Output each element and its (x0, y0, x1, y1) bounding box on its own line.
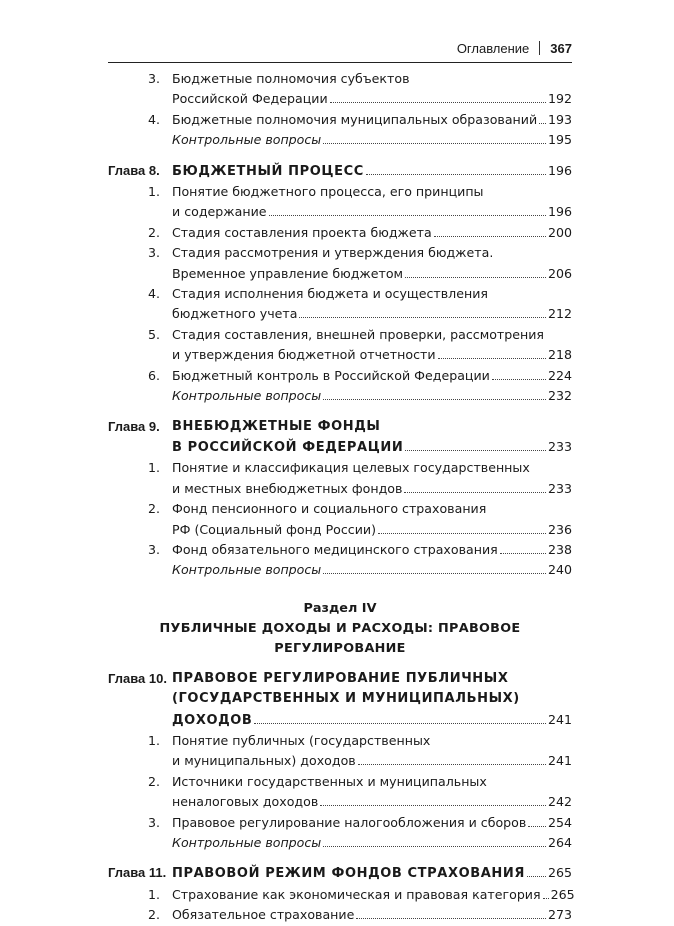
entry-title: Стадия составления, внешней проверки, рассмотрения (172, 326, 544, 342)
entry-title: неналоговых доходов (172, 794, 319, 810)
section-label: Раздел IV (303, 600, 377, 616)
entry-page-number: 224 (547, 367, 572, 383)
entry-page-number: 241 (547, 711, 572, 727)
entry-title: РФ (Социальный фонд России) (172, 521, 377, 537)
entry-body (172, 813, 572, 833)
entry-line (172, 863, 572, 884)
entry-title: и утверждения бюджетной отчетности (172, 347, 436, 363)
entry-line (172, 458, 572, 478)
entry-line (172, 325, 572, 345)
entry-page-number: 233 (547, 480, 572, 496)
entry-line (172, 560, 572, 580)
dot-leader (254, 723, 546, 724)
entry-line (172, 182, 572, 202)
entry-title: Понятие и классификация целевых государственных (172, 460, 530, 476)
chapter-number: Глава 9. (108, 418, 160, 434)
item-number: 2. (148, 907, 161, 923)
toc-chapter-entry[interactable] (108, 161, 572, 182)
dot-leader (299, 317, 545, 318)
entry-title: Бюджетные полномочия субъектов (172, 71, 410, 86)
entry-line (172, 69, 572, 89)
entry-line (172, 751, 572, 771)
entry-title: Обязательное страхование (172, 907, 355, 923)
entry-title: ПРАВОВОЕ РЕГУЛИРОВАНИЕ ПУБЛИЧНЫХ (172, 670, 509, 686)
item-number: 2. (148, 501, 161, 517)
item-number: 4. (148, 111, 161, 127)
toc-item-entry[interactable] (108, 325, 572, 366)
entry-title: (ГОСУДАРСТВЕННЫХ И МУНИЦИПАЛЬНЫХ) (172, 691, 520, 707)
entry-page-number: 233 (547, 438, 572, 454)
item-number: 1. (148, 184, 161, 200)
chapter-number: Глава 8. (108, 162, 160, 178)
entry-page-number: 193 (547, 111, 572, 127)
entry-page-number: 238 (547, 541, 572, 557)
toc-questions-entry[interactable] (108, 130, 572, 150)
toc-questions-entry[interactable] (108, 386, 572, 406)
entry-body (172, 110, 572, 130)
toc-item-entry[interactable] (108, 284, 572, 325)
entry-line (172, 689, 572, 709)
entry-title: Фонд обязательного медицинского страхования (172, 541, 498, 557)
entry-line (172, 223, 572, 243)
toc-item-entry[interactable] (108, 366, 572, 386)
entry-line (172, 386, 572, 406)
entry-title: Временное управление бюджетом (172, 265, 404, 281)
entry-page-number: 264 (547, 835, 572, 850)
dot-leader (356, 918, 546, 919)
header-section-title: Оглавление (456, 40, 530, 56)
entry-title: и местных внебюджетных фондов (172, 480, 403, 496)
entry-line (172, 710, 572, 731)
entry-line (172, 499, 572, 519)
entry-title: Стадия исполнения бюджета и осуществления (172, 286, 488, 302)
entry-line (172, 540, 572, 560)
entry-body (172, 833, 572, 853)
toc-item-entry[interactable] (108, 772, 572, 813)
entry-page-number: 242 (547, 794, 572, 810)
toc-item-entry[interactable] (108, 540, 572, 560)
dot-leader (404, 492, 546, 493)
entry-line (172, 89, 572, 109)
entry-title: ДОХОДОВ (172, 712, 253, 728)
item-number: 1. (148, 732, 161, 748)
item-number: 3. (148, 71, 161, 86)
entry-title: Правовое регулирование налогообложения и сборов (172, 814, 527, 830)
entry-title: Понятие бюджетного процесса, его принципы (172, 184, 484, 200)
entry-body (172, 69, 572, 110)
toc-item-entry[interactable] (108, 731, 572, 772)
header-divider (539, 41, 540, 55)
dot-leader (527, 876, 546, 877)
entry-body (172, 905, 572, 925)
entry-line (172, 161, 572, 182)
dot-leader (438, 358, 546, 359)
table-of-contents (108, 69, 575, 926)
entry-body (172, 560, 572, 580)
toc-chapter-entry[interactable] (108, 669, 572, 731)
section-title: ПУБЛИЧНЫЕ ДОХОДЫ И РАСХОДЫ: ПРАВОВОЕ РЕГУЛИРОВАНИЕ (159, 620, 521, 656)
item-number: 1. (148, 460, 161, 476)
toc-item-entry[interactable] (108, 905, 572, 925)
item-number: 4. (148, 286, 161, 302)
entry-line (172, 264, 572, 284)
entry-title: БЮДЖЕТНЫЙ ПРОЦЕСС (172, 163, 364, 179)
dot-leader (539, 123, 546, 124)
entry-line (172, 345, 572, 365)
entry-title: и содержание (172, 204, 267, 220)
toc-item-entry[interactable] (108, 813, 572, 833)
entry-title: Контрольные вопросы (172, 562, 322, 578)
toc-item-entry[interactable] (108, 69, 572, 110)
dot-leader (358, 764, 546, 765)
entry-title: бюджетного учета (172, 306, 298, 322)
toc-item-entry[interactable] (108, 223, 572, 243)
entry-page-number: 254 (547, 814, 572, 830)
entry-line (172, 813, 572, 833)
dot-leader (405, 450, 546, 451)
section-heading (108, 599, 572, 659)
entry-page-number: 265 (550, 886, 575, 902)
toc-item-entry[interactable] (108, 885, 575, 905)
entry-page-number: 192 (547, 91, 572, 107)
entry-body (172, 182, 572, 223)
item-number: 2. (148, 224, 161, 240)
entry-title: Бюджетный контроль в Российской Федерации (172, 367, 490, 383)
entry-line (172, 905, 572, 925)
dot-leader (492, 379, 546, 380)
entry-line (172, 130, 572, 150)
item-number: 3. (148, 245, 161, 261)
entry-line (172, 437, 572, 458)
entry-line (172, 284, 572, 304)
entry-title: Контрольные вопросы (172, 388, 322, 404)
entry-body (172, 386, 572, 406)
entry-body (172, 130, 572, 150)
dot-leader (366, 174, 546, 175)
entry-line (172, 731, 572, 751)
entry-page-number: 218 (547, 347, 572, 363)
entry-body (172, 325, 572, 366)
item-number: 5. (148, 326, 161, 342)
entry-title: Стадия составления проекта бюджета (172, 224, 432, 240)
entry-body (172, 885, 575, 905)
entry-page-number: 206 (547, 265, 572, 281)
entry-body (172, 669, 572, 731)
dot-leader (500, 553, 546, 554)
item-number: 1. (148, 886, 161, 902)
entry-line (172, 885, 575, 905)
entry-body (172, 863, 572, 884)
dot-leader (405, 277, 546, 278)
entry-line (172, 110, 572, 130)
entry-title: Источники государственных и муниципальных (172, 773, 487, 789)
toc-item-entry[interactable] (108, 499, 572, 540)
chapter-number: Глава 10. (108, 670, 167, 686)
entry-title: Стадия рассмотрения и утверждения бюджета. (172, 245, 494, 261)
entry-body (172, 458, 572, 499)
entry-body (172, 243, 572, 284)
chapter-number: Глава 11. (108, 865, 167, 881)
toc-item-entry[interactable] (108, 182, 572, 223)
entry-page-number: 196 (547, 204, 572, 220)
toc-item-entry[interactable] (108, 243, 572, 284)
dot-leader (434, 236, 546, 237)
toc-chapter-entry[interactable] (108, 417, 572, 459)
entry-body (172, 540, 572, 560)
entry-line (172, 417, 572, 437)
toc-item-entry[interactable] (108, 458, 572, 499)
entry-page-number: 200 (547, 224, 572, 240)
entry-body (172, 223, 572, 243)
entry-page-number: 195 (547, 132, 572, 148)
entry-line (172, 833, 572, 853)
entry-title: ПРАВОВОЙ РЕЖИМ ФОНДОВ СТРАХОВАНИЯ (172, 866, 525, 882)
book-page (108, 38, 575, 926)
entry-line (172, 669, 572, 689)
item-number: 2. (148, 773, 161, 789)
item-number: 3. (148, 541, 161, 557)
running-header (108, 38, 572, 63)
entry-title: Страхование как экономическая и правовая категория (172, 886, 541, 902)
item-number: 3. (148, 814, 161, 830)
entry-page-number: 241 (547, 753, 572, 769)
entry-line (172, 520, 572, 540)
entry-title: Фонд пенсионного и социального страхования (172, 501, 487, 517)
entry-body (172, 366, 572, 386)
entry-body (172, 499, 572, 540)
toc-item-entry[interactable] (108, 110, 572, 130)
entry-body (172, 772, 572, 813)
dot-leader (320, 805, 546, 806)
entry-body (172, 731, 572, 772)
item-number: 6. (148, 367, 161, 383)
entry-title: Контрольные вопросы (172, 132, 322, 148)
entry-title: Российской Федерации (172, 91, 328, 107)
entry-title: и муниципальных) доходов (172, 753, 356, 769)
dot-leader (323, 573, 546, 574)
toc-chapter-entry[interactable] (108, 863, 572, 884)
entry-title: Бюджетные полномочия муниципальных образований (172, 111, 538, 127)
entry-body (172, 161, 572, 182)
entry-page-number: 196 (547, 162, 572, 178)
entry-title: Понятие публичных (государственных (172, 732, 431, 748)
entry-line (172, 792, 572, 812)
toc-questions-entry[interactable] (108, 560, 572, 580)
entry-body (172, 284, 572, 325)
entry-page-number: 265 (547, 865, 572, 881)
dot-leader (323, 399, 546, 400)
entry-line (172, 366, 572, 386)
entry-line (172, 304, 572, 324)
entry-page-number: 240 (547, 562, 572, 578)
dot-leader (378, 533, 546, 534)
entry-page-number: 273 (547, 907, 572, 923)
entry-line (172, 202, 572, 222)
entry-page-number: 232 (547, 388, 572, 404)
dot-leader (269, 215, 546, 216)
entry-title: Контрольные вопросы (172, 835, 322, 850)
entry-line (172, 479, 572, 499)
dot-leader (330, 102, 546, 103)
dot-leader (323, 846, 546, 847)
entry-page-number: 212 (547, 306, 572, 322)
entry-line (172, 772, 572, 792)
entry-line (172, 243, 572, 263)
entry-page-number: 236 (547, 521, 572, 537)
dot-leader (528, 826, 546, 827)
dot-leader (323, 143, 546, 144)
toc-questions-entry[interactable] (108, 833, 572, 853)
entry-title: ВНЕБЮДЖЕТНЫЕ ФОНДЫ (172, 418, 381, 434)
page-number: 367 (550, 40, 572, 56)
entry-title: В РОССИЙСКОЙ ФЕДЕРАЦИИ (172, 439, 404, 455)
entry-body (172, 417, 572, 459)
